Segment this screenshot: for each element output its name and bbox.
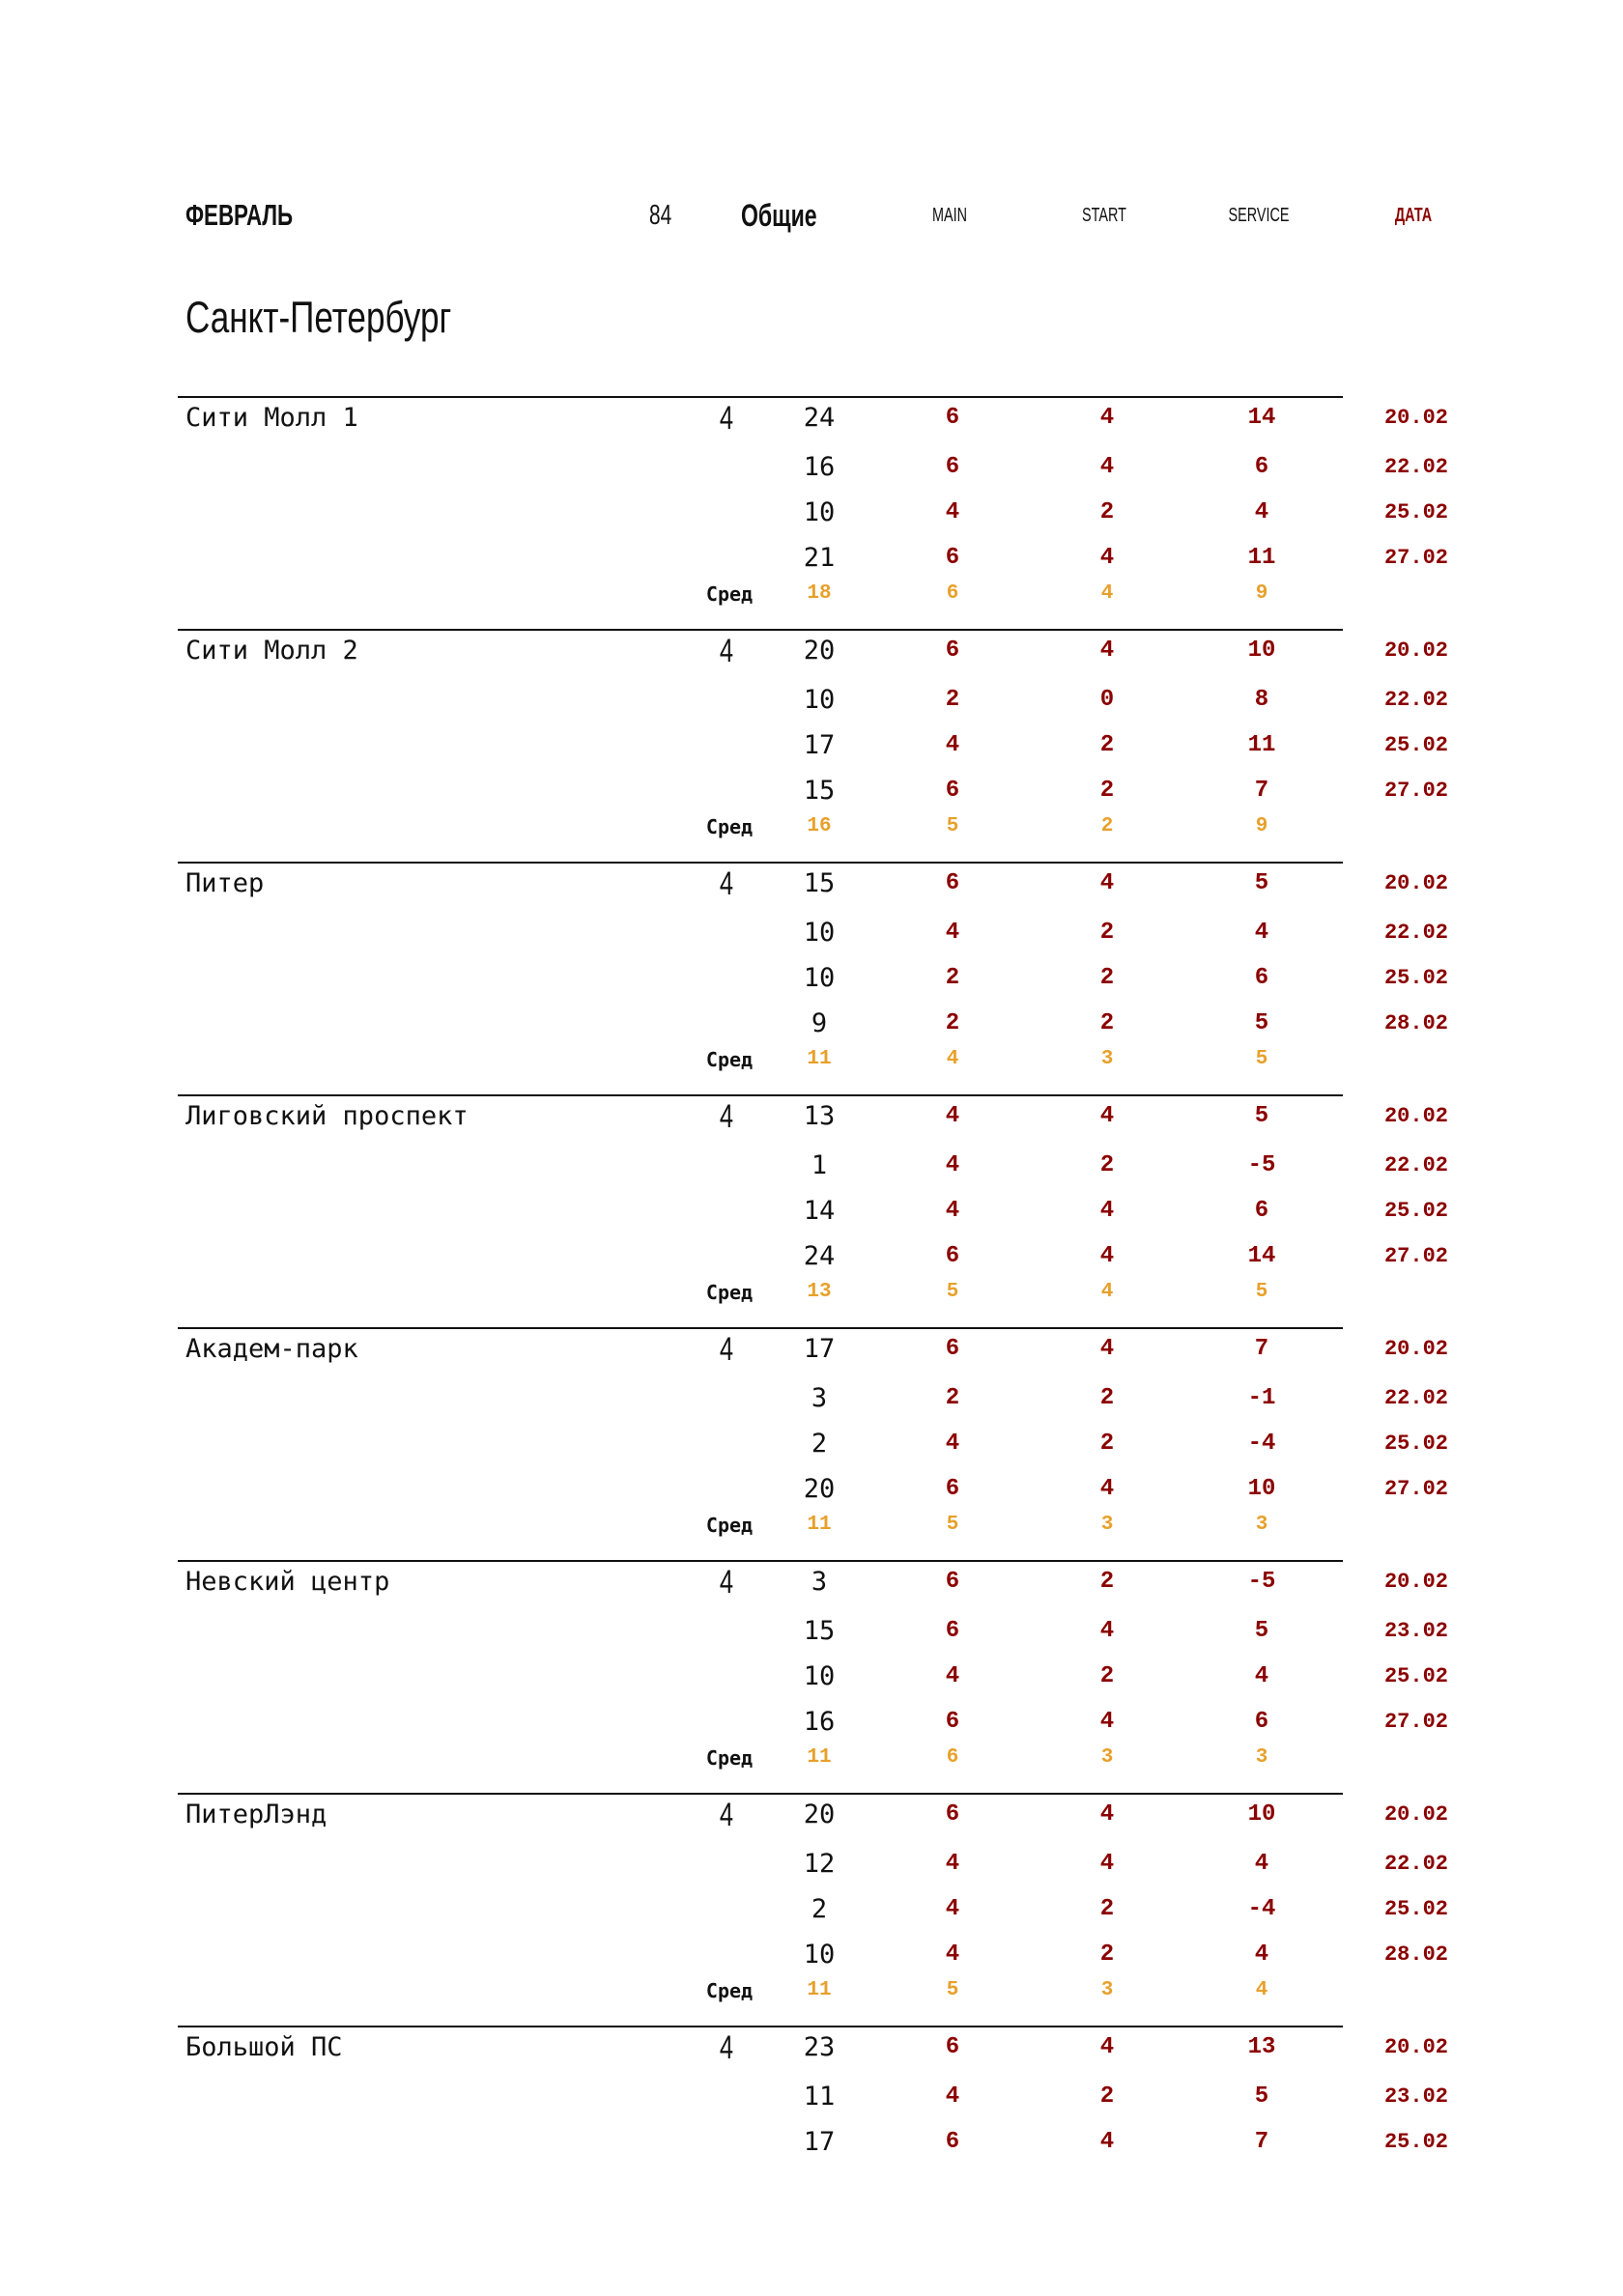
date-cell: 22.02 xyxy=(1383,1153,1448,1177)
store-name: Питер xyxy=(185,868,265,898)
store-block xyxy=(0,862,1623,1094)
avg-main-cell: 5 xyxy=(946,1979,959,2001)
total-cell: 17 xyxy=(803,730,836,760)
date-cell: 20.02 xyxy=(1383,406,1448,430)
main-cell: 6 xyxy=(945,1709,960,1735)
total-cell: 10 xyxy=(803,685,836,715)
service-cell: 14 xyxy=(1247,1243,1276,1269)
avg-label: Сред xyxy=(705,1746,754,1770)
avg-start-cell: 4 xyxy=(1100,1281,1114,1303)
store-block xyxy=(0,1793,1623,2026)
col-header-start: START xyxy=(1082,205,1126,226)
date-cell: 25.02 xyxy=(1383,733,1448,757)
date-cell: 25.02 xyxy=(1383,1431,1448,1456)
start-cell: 4 xyxy=(1099,1618,1115,1644)
col-header-total: Общие xyxy=(741,198,817,233)
total-cell: 9 xyxy=(811,1008,828,1038)
store-divider xyxy=(178,2026,1343,2027)
total-cell: 10 xyxy=(803,1661,836,1691)
avg-main-cell: 5 xyxy=(946,1514,959,1536)
total-cell: 24 xyxy=(803,403,836,433)
service-cell: 7 xyxy=(1254,2129,1269,2155)
start-cell: 4 xyxy=(1099,1103,1115,1129)
store-name: Невский центр xyxy=(185,1567,390,1597)
date-cell: 22.02 xyxy=(1383,1386,1448,1410)
total-cell: 15 xyxy=(803,776,836,806)
start-cell: 2 xyxy=(1099,920,1115,946)
service-cell: 6 xyxy=(1254,965,1269,991)
avg-start-cell: 3 xyxy=(1100,1048,1114,1070)
store-count: 4 xyxy=(719,1797,734,1833)
date-cell: 28.02 xyxy=(1383,1011,1448,1035)
service-cell: 5 xyxy=(1254,1103,1269,1129)
start-cell: 2 xyxy=(1099,1152,1115,1178)
avg-service-cell: 4 xyxy=(1255,1979,1268,2001)
main-cell: 6 xyxy=(945,870,960,896)
city-title: Санкт-Петербург xyxy=(185,293,452,342)
store-divider xyxy=(178,1793,1343,1795)
date-cell: 22.02 xyxy=(1383,921,1448,945)
start-cell: 2 xyxy=(1099,1569,1115,1595)
total-cell: 13 xyxy=(803,1101,836,1131)
avg-service-cell: 3 xyxy=(1255,1514,1268,1536)
store-count: 4 xyxy=(719,400,734,437)
avg-main-cell: 5 xyxy=(946,815,959,837)
avg-main-cell: 6 xyxy=(946,1746,959,1769)
total-cell: 10 xyxy=(803,1940,836,1970)
store-divider xyxy=(178,862,1343,864)
store-count: 4 xyxy=(719,633,734,669)
store-block xyxy=(0,396,1623,629)
start-cell: 0 xyxy=(1099,687,1115,713)
date-cell: 27.02 xyxy=(1383,779,1448,803)
date-cell: 25.02 xyxy=(1383,1199,1448,1223)
service-cell: 10 xyxy=(1247,638,1276,664)
total-cell: 16 xyxy=(803,1707,836,1737)
total-cell: 17 xyxy=(803,2127,836,2157)
service-cell: 5 xyxy=(1254,1618,1269,1644)
avg-label: Сред xyxy=(705,1514,754,1537)
service-cell: 4 xyxy=(1254,1663,1269,1689)
service-cell: 7 xyxy=(1254,778,1269,804)
main-cell: 6 xyxy=(945,1243,960,1269)
main-cell: 6 xyxy=(945,1618,960,1644)
service-cell: 8 xyxy=(1254,687,1269,713)
total-cell: 23 xyxy=(803,2032,836,2062)
store-block xyxy=(0,1560,1623,1793)
main-cell: 4 xyxy=(945,1896,960,1922)
avg-start-cell: 3 xyxy=(1100,1514,1114,1536)
main-cell: 6 xyxy=(945,545,960,571)
main-cell: 6 xyxy=(945,2129,960,2155)
start-cell: 2 xyxy=(1099,1942,1115,1968)
main-cell: 4 xyxy=(945,499,960,525)
service-cell: -1 xyxy=(1247,1385,1276,1411)
date-cell: 25.02 xyxy=(1383,2130,1448,2154)
avg-total-cell: 11 xyxy=(807,1979,832,2001)
main-cell: 6 xyxy=(945,1476,960,1502)
service-cell: 4 xyxy=(1254,920,1269,946)
date-cell: 22.02 xyxy=(1383,688,1448,712)
total-cell: 3 xyxy=(811,1567,828,1597)
store-name: Сити Молл 2 xyxy=(185,636,358,666)
main-cell: 2 xyxy=(945,965,960,991)
start-cell: 2 xyxy=(1099,1663,1115,1689)
main-cell: 4 xyxy=(945,732,960,758)
store-count: 4 xyxy=(719,1098,734,1135)
total-cell: 14 xyxy=(803,1196,836,1226)
service-cell: 6 xyxy=(1254,1198,1269,1224)
date-cell: 25.02 xyxy=(1383,500,1448,524)
date-cell: 27.02 xyxy=(1383,1710,1448,1734)
start-cell: 2 xyxy=(1099,499,1115,525)
avg-service-cell: 5 xyxy=(1255,1281,1268,1303)
avg-total-cell: 16 xyxy=(807,815,832,837)
service-cell: 4 xyxy=(1254,499,1269,525)
start-cell: 4 xyxy=(1099,2129,1115,2155)
avg-label: Сред xyxy=(705,1281,754,1304)
col-header-main: MAIN xyxy=(932,205,967,226)
service-cell: -5 xyxy=(1247,1152,1276,1178)
date-cell: 27.02 xyxy=(1383,1477,1448,1501)
total-cell: 2 xyxy=(811,1429,828,1459)
avg-label: Сред xyxy=(705,815,754,838)
service-cell: 13 xyxy=(1247,2034,1276,2060)
total-cell: 20 xyxy=(803,1800,836,1829)
date-cell: 20.02 xyxy=(1383,2035,1448,2059)
start-cell: 4 xyxy=(1099,1243,1115,1269)
total-cell: 17 xyxy=(803,1334,836,1364)
total-cell: 10 xyxy=(803,963,836,993)
start-cell: 2 xyxy=(1099,1010,1115,1036)
date-cell: 22.02 xyxy=(1383,455,1448,479)
col-header-service: SERVICE xyxy=(1228,205,1290,226)
service-cell: 5 xyxy=(1254,1010,1269,1036)
total-cell: 10 xyxy=(803,497,836,527)
avg-main-cell: 6 xyxy=(946,582,959,605)
store-divider xyxy=(178,1094,1343,1096)
total-cell: 20 xyxy=(803,1474,836,1504)
total-cell: 15 xyxy=(803,868,836,898)
avg-label: Сред xyxy=(705,1048,754,1071)
start-cell: 2 xyxy=(1099,778,1115,804)
date-cell: 20.02 xyxy=(1383,1337,1448,1361)
avg-service-cell: 9 xyxy=(1255,582,1268,605)
start-cell: 4 xyxy=(1099,545,1115,571)
date-cell: 27.02 xyxy=(1383,1244,1448,1268)
service-cell: 14 xyxy=(1247,405,1276,431)
date-cell: 25.02 xyxy=(1383,1664,1448,1688)
service-cell: 11 xyxy=(1247,732,1276,758)
service-cell: 10 xyxy=(1247,1801,1276,1828)
date-cell: 23.02 xyxy=(1383,1619,1448,1643)
date-cell: 23.02 xyxy=(1383,2084,1448,2109)
main-cell: 6 xyxy=(945,1336,960,1362)
date-cell: 20.02 xyxy=(1383,638,1448,663)
avg-start-cell: 3 xyxy=(1100,1979,1114,2001)
main-cell: 4 xyxy=(945,2083,960,2110)
total-cell: 15 xyxy=(803,1616,836,1646)
avg-label: Сред xyxy=(705,582,754,606)
store-divider xyxy=(178,396,1343,398)
store-block xyxy=(0,1094,1623,1327)
store-divider xyxy=(178,1560,1343,1562)
start-cell: 4 xyxy=(1099,1801,1115,1828)
start-cell: 4 xyxy=(1099,1476,1115,1502)
avg-total-cell: 13 xyxy=(807,1281,832,1303)
store-name: Лиговский проспект xyxy=(185,1101,469,1131)
service-cell: 5 xyxy=(1254,870,1269,896)
start-cell: 4 xyxy=(1099,405,1115,431)
store-block xyxy=(0,2026,1623,2258)
main-cell: 4 xyxy=(945,1663,960,1689)
month-title: ФЕВРАЛЬ xyxy=(185,198,294,232)
service-cell: -4 xyxy=(1247,1896,1276,1922)
store-name: Сити Молл 1 xyxy=(185,403,358,433)
total-cell: 1 xyxy=(811,1150,828,1180)
main-cell: 4 xyxy=(945,920,960,946)
start-cell: 2 xyxy=(1099,732,1115,758)
start-cell: 4 xyxy=(1099,638,1115,664)
total-cell: 24 xyxy=(803,1241,836,1271)
main-cell: 6 xyxy=(945,638,960,664)
main-cell: 6 xyxy=(945,778,960,804)
start-cell: 4 xyxy=(1099,1198,1115,1224)
start-cell: 4 xyxy=(1099,2034,1115,2060)
store-name: Академ-парк xyxy=(185,1334,358,1364)
date-cell: 20.02 xyxy=(1383,1104,1448,1128)
service-cell: -5 xyxy=(1247,1569,1276,1595)
avg-service-cell: 9 xyxy=(1255,815,1268,837)
start-cell: 4 xyxy=(1099,1709,1115,1735)
service-cell: 4 xyxy=(1254,1851,1269,1877)
total-cell: 21 xyxy=(803,543,836,573)
store-name: Большой ПС xyxy=(185,2032,343,2062)
main-cell: 4 xyxy=(945,1851,960,1877)
store-name: ПитерЛэнд xyxy=(185,1800,327,1829)
total-cell: 16 xyxy=(803,452,836,482)
col-header-date: ДАТА xyxy=(1394,205,1433,226)
total-cell: 11 xyxy=(803,2082,836,2112)
service-cell: 6 xyxy=(1254,1709,1269,1735)
main-cell: 4 xyxy=(945,1942,960,1968)
date-cell: 20.02 xyxy=(1383,1802,1448,1827)
avg-total-cell: 18 xyxy=(807,582,832,605)
total-cell: 3 xyxy=(811,1383,828,1413)
service-cell: 11 xyxy=(1247,545,1276,571)
start-cell: 4 xyxy=(1099,1336,1115,1362)
avg-start-cell: 3 xyxy=(1100,1746,1114,1769)
total-cell: 20 xyxy=(803,636,836,666)
start-cell: 2 xyxy=(1099,1385,1115,1411)
store-block xyxy=(0,1327,1623,1560)
date-cell: 20.02 xyxy=(1383,871,1448,895)
date-cell: 22.02 xyxy=(1383,1852,1448,1876)
main-cell: 4 xyxy=(945,1431,960,1457)
store-count: 4 xyxy=(719,1564,734,1601)
date-cell: 20.02 xyxy=(1383,1570,1448,1594)
total-cell: 2 xyxy=(811,1894,828,1924)
month-total: 84 xyxy=(649,200,672,231)
main-cell: 6 xyxy=(945,405,960,431)
start-cell: 2 xyxy=(1099,1431,1115,1457)
date-cell: 25.02 xyxy=(1383,1897,1448,1921)
main-cell: 4 xyxy=(945,1198,960,1224)
total-cell: 12 xyxy=(803,1849,836,1879)
start-cell: 4 xyxy=(1099,870,1115,896)
service-cell: 5 xyxy=(1254,2083,1269,2110)
main-cell: 2 xyxy=(945,1385,960,1411)
service-cell: 7 xyxy=(1254,1336,1269,1362)
avg-main-cell: 5 xyxy=(946,1281,959,1303)
avg-service-cell: 3 xyxy=(1255,1746,1268,1769)
main-cell: 6 xyxy=(945,454,960,480)
avg-start-cell: 4 xyxy=(1100,582,1114,605)
start-cell: 2 xyxy=(1099,965,1115,991)
avg-total-cell: 11 xyxy=(807,1048,832,1070)
main-cell: 6 xyxy=(945,2034,960,2060)
avg-service-cell: 5 xyxy=(1255,1048,1268,1070)
avg-total-cell: 11 xyxy=(807,1514,832,1536)
main-cell: 4 xyxy=(945,1152,960,1178)
avg-label: Сред xyxy=(705,1979,754,2002)
main-cell: 6 xyxy=(945,1801,960,1828)
avg-start-cell: 2 xyxy=(1100,815,1114,837)
date-cell: 27.02 xyxy=(1383,546,1448,570)
store-count: 4 xyxy=(719,1331,734,1368)
main-cell: 2 xyxy=(945,1010,960,1036)
total-cell: 10 xyxy=(803,918,836,948)
start-cell: 2 xyxy=(1099,1896,1115,1922)
start-cell: 4 xyxy=(1099,454,1115,480)
date-cell: 25.02 xyxy=(1383,966,1448,990)
store-divider xyxy=(178,1327,1343,1329)
store-block xyxy=(0,629,1623,862)
service-cell: 6 xyxy=(1254,454,1269,480)
start-cell: 2 xyxy=(1099,2083,1115,2110)
store-count: 4 xyxy=(719,2029,734,2066)
main-cell: 6 xyxy=(945,1569,960,1595)
service-cell: -4 xyxy=(1247,1431,1276,1457)
service-cell: 10 xyxy=(1247,1476,1276,1502)
service-cell: 4 xyxy=(1254,1942,1269,1968)
start-cell: 4 xyxy=(1099,1851,1115,1877)
store-count: 4 xyxy=(719,865,734,902)
main-cell: 2 xyxy=(945,687,960,713)
main-cell: 4 xyxy=(945,1103,960,1129)
avg-total-cell: 11 xyxy=(807,1746,832,1769)
store-divider xyxy=(178,629,1343,631)
avg-main-cell: 4 xyxy=(946,1048,959,1070)
date-cell: 28.02 xyxy=(1383,1942,1448,1967)
